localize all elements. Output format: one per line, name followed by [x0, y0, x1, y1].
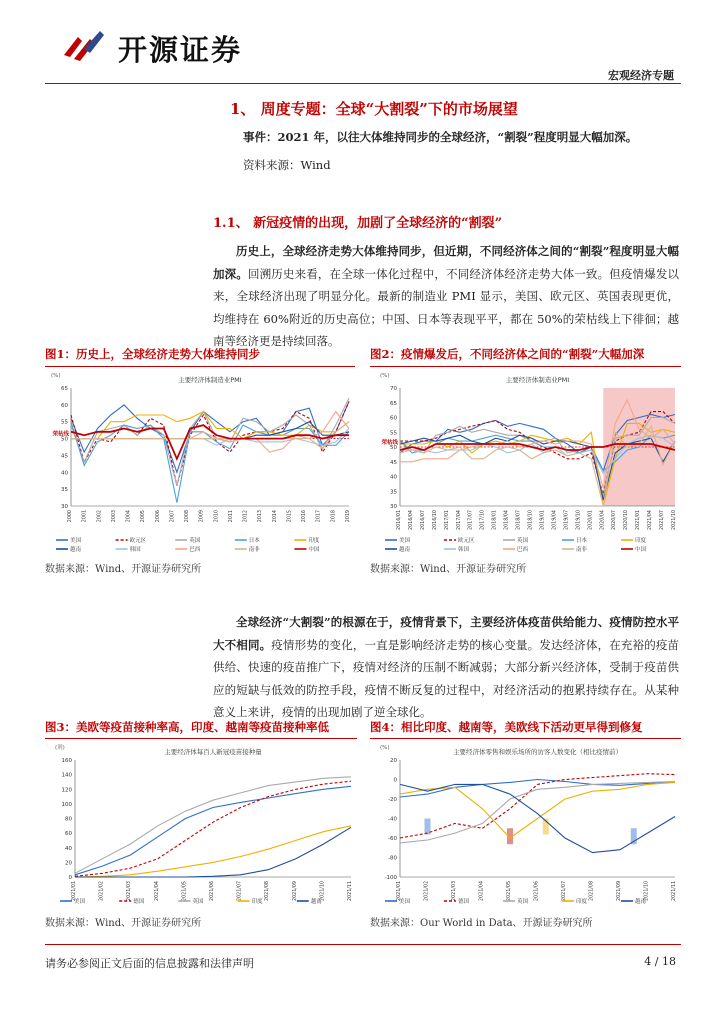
fig4-y-tick-label: -20	[388, 797, 397, 803]
fig1-title: 图1：历史上，全球经济走势大体维持同步	[45, 347, 260, 361]
paragraph-2-rest: 疫情形势的变化，一直是影响经济走势的核心变量。发达经济体，在充裕的疫苗供给、快速的疫苗推广下，疫情对经济的压制不断减弱；大部分新兴经济体，受制于疫苗供应的短缺与低效的防控手段，疫情不断反复的过程中，对经济活动的抱累持续存在。从某种意义上来讲，疫情的出现加剧了逆全球化。	[213, 637, 680, 719]
fig3-chart	[45, 740, 357, 908]
fig2-x-tick-label: 2021/07	[660, 510, 666, 530]
fig3-source: 数据来源：Wind、开源证券研究所	[45, 918, 202, 929]
fig1-y-tick-label: 45	[61, 453, 68, 460]
fig3-y-tick-label: 0	[68, 875, 72, 881]
fig2-legend-label: 中国	[635, 547, 647, 553]
fig1-x-tick-label: 2003	[111, 510, 117, 523]
fig1-legend-label: 越南	[70, 547, 82, 553]
fig1-legend-label: 韩国	[129, 547, 141, 553]
fig1-chart	[45, 368, 355, 556]
fig3-title-rule	[45, 738, 357, 739]
fig1-x-tick-label: 2005	[141, 510, 147, 523]
fig2-legend-label: 印度	[635, 538, 647, 544]
fig1-legend-label: 欧元区	[129, 538, 147, 544]
fig3-y-tick-label: 40	[65, 845, 72, 852]
report-topic: 宏观经济专题	[608, 69, 674, 82]
fig1-source: 数据来源：Wind、开源证券研究所	[45, 564, 202, 575]
fig2-x-tick-label: 2019/01	[540, 510, 546, 530]
fig1-legend-label: 南非	[248, 547, 260, 553]
fig3-y-tick-label: 20	[65, 860, 72, 867]
fig2-x-tick-label: 2019/04	[552, 510, 558, 530]
fig1-y-tick-label: 35	[61, 487, 68, 494]
fig2-x-tick-label: 2016/07	[420, 510, 426, 530]
fig2-chart	[370, 368, 681, 556]
paragraph-1-rest: 回溯历史来看，在全球一体化过程中，不同经济体经济走势大体一致。但疫情爆发以来，全球经济出现了明显分化。最新的制造业 PMI 显示，美国、欧元区、英国表现更优，均维持在 60%附近的历史高位；中国、日本等表现平平，都在 50%的荣枯线上下徘徊；越南等经济更是持续回落。	[213, 266, 680, 348]
fig1-y-tick-label: 50	[61, 436, 68, 443]
paragraph-2	[213, 611, 679, 724]
fig1-x-tick-label: 2017	[316, 510, 322, 523]
fig4-x-tick-label: 2021/06	[534, 881, 540, 901]
fig2-x-tick-label: 2020/01	[588, 510, 594, 530]
fig3-x-tick-label: 2021/11	[348, 881, 353, 901]
fig4-legend-label: 越南	[635, 899, 647, 905]
fig2-chart-title: 主要经济体制造业PMI	[505, 376, 570, 384]
fig3-title: 图3：美欧等疫苗接种率高，印度、越南等疫苗接种率低	[45, 720, 329, 734]
header-divider	[45, 83, 681, 84]
fig2-x-tick-label: 2018/01	[492, 510, 498, 530]
fig2-title: 图2：疫情爆发后，不同经济体之间的“割裂”大幅加深	[370, 347, 645, 361]
fig2-x-tick-label: 2021/01	[636, 510, 642, 530]
fig4-source: 数据来源：Our World in Data、开源证券研究所	[370, 918, 593, 929]
fig2-x-tick-label: 2018/07	[516, 510, 522, 530]
fig2-x-tick-label: 2017/10	[480, 510, 486, 530]
fig2-x-tick-label: 2016/10	[432, 510, 438, 530]
fig2-legend-label: 越南	[399, 547, 411, 553]
fig3-x-tick-label: 2021/01	[72, 881, 77, 901]
fig1-x-tick-label: 2019	[346, 510, 351, 523]
paragraph-1	[213, 240, 679, 353]
page-number: 4 / 18	[644, 955, 676, 968]
fig1-x-tick-label: 2010	[214, 510, 220, 523]
fig4-x-tick-label: 2021/05	[507, 881, 512, 901]
fig4-y-tick-label: 0	[393, 777, 397, 784]
fig4-chart	[370, 740, 681, 908]
fig4-x-tick-label: 2021/11	[672, 881, 677, 901]
fig1-x-tick-label: 2011	[228, 510, 234, 523]
fig4-legend-label: 美国	[399, 899, 411, 905]
fig2-y-tick-label: 40	[390, 474, 397, 481]
fig1-x-tick-label: 2015	[287, 510, 293, 523]
fig3-x-tick-label: 2021/06	[210, 881, 215, 901]
fig3-y-tick-label: 140	[61, 772, 72, 779]
fig2-y-tick-label: 70	[390, 386, 397, 392]
fig1-x-tick-label: 2000	[68, 510, 73, 523]
fig2-y-tick-label: 50	[390, 445, 397, 451]
fig1-y-tick-label: 40	[61, 470, 68, 477]
fig2-y-tick-label: 35	[390, 489, 397, 496]
fig1-series-line	[71, 422, 349, 503]
fig2-x-tick-label: 2019/07	[564, 510, 570, 530]
fig3-series-line	[75, 786, 351, 875]
fig2-x-tick-label: 2020/07	[612, 510, 618, 530]
fig4-x-tick-label: 2021/07	[562, 881, 567, 901]
fig1-legend-label: 美国	[70, 538, 82, 544]
fig1-x-tick-label: 2013	[258, 510, 264, 523]
fig2-x-tick-label: 2017/04	[456, 510, 462, 530]
fig2-x-tick-label: 2021/10	[672, 510, 677, 530]
fig1-y-tick-label: 30	[61, 504, 68, 510]
fig1-legend-label: 巴西	[189, 547, 201, 553]
fig4-x-tick-label: 2021/01	[397, 881, 402, 901]
fig2-x-tick-label: 2020/10	[624, 510, 630, 530]
fig2-reference-label: 荣枯线	[381, 440, 398, 446]
fig2-legend-label: 美国	[399, 538, 411, 544]
fig4-legend-label: 印度	[576, 899, 588, 905]
fig3-x-tick-label: 2021/03	[127, 881, 133, 901]
fig1-y-unit: (%)	[51, 373, 61, 379]
fig2-x-tick-label: 2016/01	[397, 510, 402, 530]
fig3-x-tick-label: 2021/02	[99, 881, 105, 901]
section-title: 1、 周度专题：全球“大割裂”下的市场展望	[230, 100, 518, 118]
fig1-reference-label: 荣枯线	[52, 431, 69, 438]
fig4-y-tick-label: -100	[384, 875, 397, 881]
fig3-y-tick-label: 80	[65, 816, 72, 823]
fig3-y-tick-label: 120	[61, 787, 72, 794]
fig4-y-tick-label: 20	[390, 758, 397, 764]
brand-name: 开源证券	[118, 33, 243, 67]
fig1-x-tick-label: 2001	[82, 510, 88, 523]
fig3-legend-label: 印度	[251, 899, 263, 905]
event-text: 事件：2021 年，以往大体维持同步的全球经济，“割裂”程度明显大幅加深。	[243, 130, 638, 144]
footer-divider	[45, 944, 681, 945]
fig2-y-tick-label: 45	[390, 459, 397, 466]
fig1-chart-title: 主要经济体制造业PMI	[178, 376, 242, 384]
fig1-x-tick-label: 2007	[170, 510, 176, 523]
fig4-y-tick-label: -60	[388, 836, 397, 842]
fig2-legend-label: 韩国	[458, 547, 470, 553]
fig4-y-tick-label: -40	[388, 816, 397, 823]
fig2-x-tick-label: 2017/07	[468, 510, 474, 530]
paragraph-2-bold: 全球经济“大割裂”的根源在于，疫情背景下，主要经济体疫苗供给能力、疫情防控水平大不相同。	[213, 615, 679, 652]
fig2-source: 数据来源：Wind、开源证券研究所	[370, 564, 527, 575]
fig4-x-tick-label: 2021/10	[644, 881, 650, 901]
fig4-y-tick-label: -80	[388, 855, 397, 862]
subsection-title: 1.1、 新冠疫情的出现，加剧了全球经济的“割裂”	[213, 216, 503, 231]
fig3-legend-label: 越南	[310, 899, 322, 905]
footer-disclaimer: 请务必参阅正文后面的信息披露和法律声明	[45, 957, 254, 970]
fig2-y-unit: (%)	[380, 373, 390, 379]
fig1-x-tick-label: 2012	[243, 510, 249, 523]
fig1-x-tick-label: 2016	[302, 510, 308, 523]
event-source: 资料来源：Wind	[243, 158, 331, 172]
fig4-x-tick-label: 2021/04	[479, 881, 485, 901]
fig1-x-tick-label: 2009	[199, 510, 205, 523]
fig4-x-tick-label: 2021/09	[617, 881, 622, 901]
fig2-y-tick-label: 65	[390, 400, 397, 407]
fig1-x-tick-label: 2014	[272, 510, 278, 523]
fig2-legend-label: 日本	[576, 538, 588, 544]
fig2-legend-label: 英国	[517, 538, 529, 544]
fig4-x-tick-label: 2021/02	[424, 881, 430, 901]
fig2-x-tick-label: 2020/04	[600, 510, 606, 530]
fig3-x-tick-label: 2021/04	[154, 881, 160, 901]
fig3-y-tick-label: 60	[65, 831, 72, 838]
fig2-x-tick-label: 2018/04	[504, 510, 510, 530]
fig4-title-rule	[370, 738, 681, 739]
fig3-x-tick-label: 2021/07	[237, 881, 243, 901]
fig1-x-tick-label: 2002	[97, 510, 103, 523]
fig1-title-rule	[45, 366, 355, 367]
fig1-x-tick-label: 2006	[155, 510, 161, 523]
fig2-x-tick-label: 2021/04	[648, 510, 654, 530]
fig4-y-unit: (%)	[380, 745, 390, 751]
fig3-x-tick-label: 2021/08	[265, 881, 271, 901]
fig2-x-tick-label: 2019/10	[576, 510, 582, 530]
fig3-legend-label: 美国	[74, 899, 86, 905]
fig2-legend-label: 欧元区	[458, 538, 475, 544]
fig1-legend-label: 中国	[308, 547, 320, 553]
fig3-x-tick-label: 2021/10	[320, 881, 326, 901]
fig2-y-tick-label: 30	[390, 504, 397, 510]
fig4-legend-label: 德国	[458, 899, 470, 905]
fig4-legend-label: 英国	[517, 899, 529, 905]
fig2-legend-label: 南非	[576, 547, 588, 553]
fig1-legend-label: 日本	[248, 538, 260, 544]
fig1-x-tick-label: 2008	[185, 510, 191, 523]
fig2-y-tick-label: 55	[390, 430, 397, 437]
fig3-y-tick-label: 100	[61, 801, 72, 808]
fig2-legend-label: 巴西	[517, 547, 529, 553]
fig1-x-tick-label: 2004	[126, 510, 132, 523]
fig1-legend-label: 英国	[189, 538, 201, 544]
fig3-x-tick-label: 2021/09	[292, 881, 298, 901]
fig1-y-tick-label: 55	[61, 419, 68, 426]
brand-logo-icon	[60, 25, 116, 65]
fig2-y-tick-label: 60	[390, 415, 397, 422]
fig2-x-tick-label: 2017/01	[444, 510, 450, 530]
fig3-series-line	[75, 827, 351, 877]
fig1-y-tick-label: 60	[61, 402, 68, 409]
fig2-x-tick-label: 2018/10	[528, 510, 534, 530]
fig4-x-tick-label: 2021/03	[452, 881, 457, 901]
fig3-legend-label: 英国	[192, 899, 204, 905]
fig3-y-unit: (剂)	[55, 745, 65, 751]
fig1-y-tick-label: 65	[61, 386, 68, 392]
fig4-chart-title: 主要经济体零售和娱乐场所的访客人数变化（相比疫情前）	[453, 748, 622, 756]
fig4-x-tick-label: 2021/08	[589, 881, 595, 901]
fig1-legend-label: 印度	[308, 538, 320, 544]
fig4-title: 图4：相比印度、越南等，美欧线下活动更早得到修复	[370, 720, 643, 734]
paragraph-1-bold: 历史上，全球经济走势大体维持同步，但近期，不同经济体之间的“割裂”程度明显大幅加深。	[213, 244, 679, 281]
fig1-x-tick-label: 2018	[331, 510, 337, 523]
fig2-x-tick-label: 2016/04	[408, 510, 414, 530]
fig2-title-rule	[370, 366, 681, 367]
fig3-legend-label: 德国	[133, 899, 145, 905]
fig3-chart-title: 主要经济体每百人新冠疫苗接种量	[164, 748, 262, 756]
fig3-y-tick-label: 160	[61, 758, 72, 764]
fig3-x-tick-label: 2021/05	[182, 881, 188, 901]
